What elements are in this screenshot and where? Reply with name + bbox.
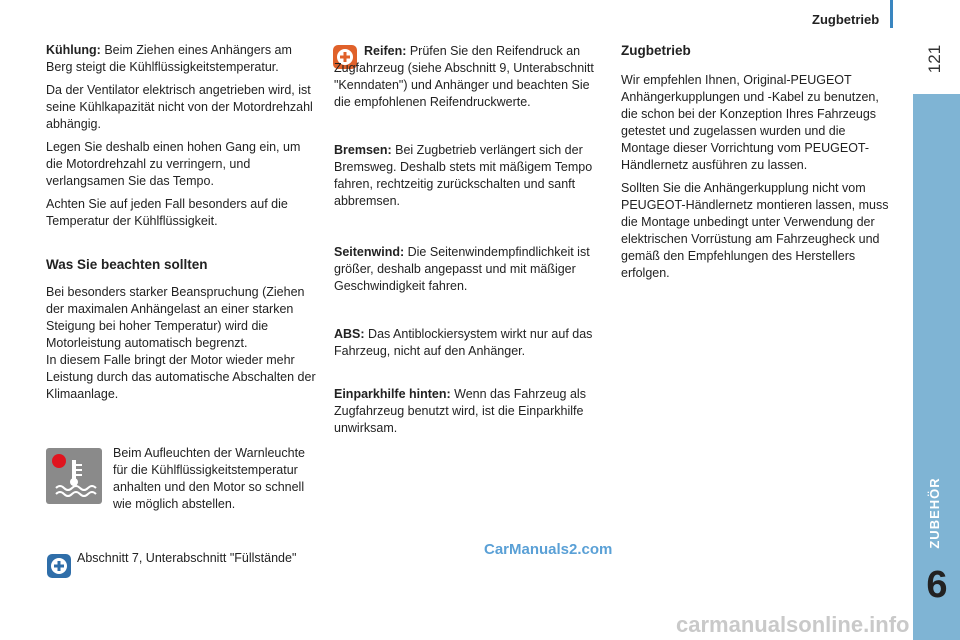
col1-body xyxy=(46,284,321,403)
reference-text: Abschnitt 7, Unterabschnitt "Füllstände" xyxy=(77,551,297,565)
col1-body-1: Bei besonders starker Beanspruchung (Ziehen der maximalen Anhängelast an einer starken Steigung bei hoher Temperatur) wird die Motorleistung automatisch begrenzt. xyxy=(46,285,305,350)
abs-body: Das Antiblockiersystem wirkt nur auf das Fahrzeug, nicht auf den Anhänger. xyxy=(334,327,593,358)
abs-label: ABS: xyxy=(334,327,365,341)
tyre-body: Prüfen Sie den Reifendruck an Zugfahrzeug (siehe Abschnitt 9, Unterabschnitt "Kenndaten") und Anhänger und beachten Sie die empfohlenen Reifendruckwerte. xyxy=(334,44,594,109)
col3-body xyxy=(621,72,891,282)
brakes-body: Bei Zugbetrieb verlängert sich der Bremsweg. Deshalb stets mit mäßigem Tempo fahren, rechtzeitig zurückschalten und sanft abbremsen. xyxy=(334,143,593,208)
chapter-label: ZUBEHÖR xyxy=(927,477,942,549)
col3-body-1: Wir empfehlen Ihnen, Original-PEUGEOT Anhängerkupplungen und -Kabel zu benutzen, die schon bei der Konzeption Ihres Fahrzeugs getestet und zugelassen wurden und die Montage dieser Vorrichtung vom PEUGEOT-Händlernetz ausführen zu lassen. xyxy=(621,73,879,172)
header-accent-line xyxy=(890,0,893,28)
col1-heading: Was Sie beachten sollten xyxy=(46,257,208,272)
cooling-text-1: Beim Ziehen eines Anhängers am Berg steigt die Kühlflüssigkeitstemperatur. xyxy=(46,43,292,74)
brakes-label: Bremsen: xyxy=(334,143,392,157)
crosswind-body: Die Seitenwindempfindlichkeit ist größer, deshalb angepasst und mit mäßiger Geschwindigkeit fahren. xyxy=(334,245,590,293)
cooling-text-4: Achten Sie auf jeden Fall besonders auf die Temperatur der Kühlflüssigkeit. xyxy=(46,197,288,228)
abs-text xyxy=(334,326,596,360)
parking-aid-text xyxy=(334,386,596,437)
brakes-text xyxy=(334,142,596,210)
page-number: 121 xyxy=(925,44,944,74)
parking-aid-label: Einparkhilfe hinten: xyxy=(334,387,451,401)
tyre-label: Reifen: xyxy=(364,44,407,58)
crosswind-text xyxy=(334,244,598,295)
watermark-carmanuals2: CarManuals2.com xyxy=(484,541,613,558)
col1-body-2: In diesem Falle bringt der Motor wieder mehr Leistung durch das automatische Abschalten der Klimaanlage. xyxy=(46,353,316,401)
warning-text: Beim Aufleuchten der Warnleuchte für die Kühlflüssigkeitstemperatur anhalten und den Motor so schnell wie möglich abstellen. xyxy=(113,446,306,511)
coolant-warning-icon xyxy=(46,448,102,504)
col3-body-2: Sollten Sie die Anhängerkupplung nicht vom PEUGEOT-Händlernetz montieren lassen, muss die Montage unbedingt unter Verwendung der elektrischen Vorrüstung am Fahrzeugheck und gemäß den Empfehlungen des Herstellers erfolgen. xyxy=(621,181,889,280)
parking-aid-body: Wenn das Fahrzeug als Zugfahrzeug benutzt wird, ist die Einparkhilfe unwirksam. xyxy=(334,387,586,435)
col3-heading: Zugbetrieb xyxy=(621,43,691,58)
col1-cooling xyxy=(46,42,318,230)
watermark-carmanualsonline: carmanualsonline.info xyxy=(676,612,910,637)
chapter-sidebar xyxy=(913,94,960,640)
cooling-label: Kühlung: xyxy=(46,43,101,57)
tyre-text xyxy=(334,43,596,111)
chapter-number: 6 xyxy=(926,564,948,606)
crosswind-label: Seitenwind: xyxy=(334,245,405,259)
reference-plus-icon xyxy=(47,554,71,578)
section-title: Zugbetrieb xyxy=(812,12,880,27)
cooling-text-3: Legen Sie deshalb einen hohen Gang ein, um die Motordrehzahl zu verringern, und verlangsamen Sie das Tempo. xyxy=(46,140,301,188)
cooling-text-2: Da der Ventilator elektrisch angetrieben wird, ist seine Kühlkapazität nicht von der Motordrehzahl abhängig. xyxy=(46,83,313,131)
